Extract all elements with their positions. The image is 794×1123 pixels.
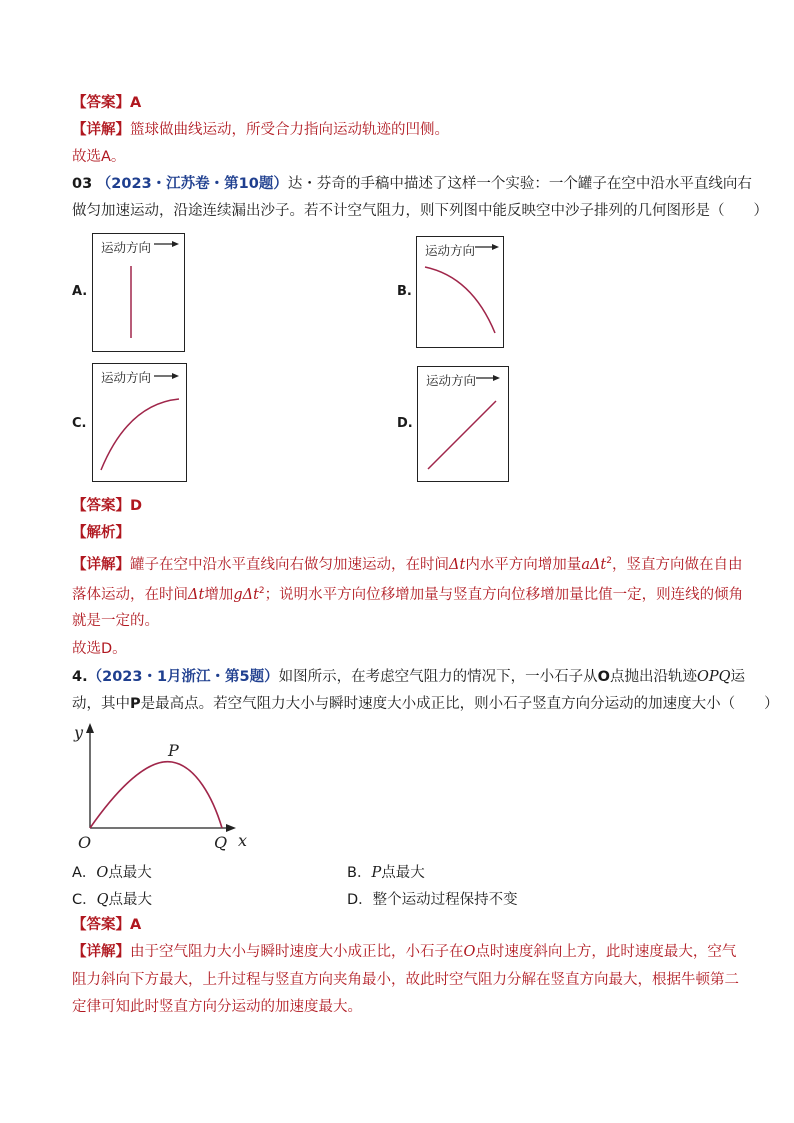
choice-a[interactable]: A．O点最大	[72, 865, 152, 881]
exponent: 2	[258, 586, 265, 596]
origin-label: O	[78, 833, 92, 852]
symbol-dt: Δt	[188, 586, 205, 603]
q3-stem-line1	[72, 174, 752, 194]
symbol-dt: Δt	[449, 556, 466, 573]
option-a-label: A.	[72, 284, 88, 299]
trajectory-graph	[68, 718, 258, 853]
detail-text: 增加	[204, 586, 234, 603]
option-c-figure	[92, 363, 187, 482]
option-a-figure	[92, 233, 185, 352]
answer-tag: 【答案】	[72, 95, 130, 111]
question-source: （2023・江苏卷・第10题）	[96, 176, 288, 192]
detail-text: 落体运动，在时间	[72, 586, 188, 603]
answer-value: D	[130, 498, 143, 514]
stem-text: 运	[730, 669, 746, 685]
arrow-icon	[493, 375, 500, 381]
motion-direction-label: 运动方向	[101, 240, 152, 255]
point-p: P	[130, 696, 141, 712]
symbol-a-dt: aΔt	[581, 556, 607, 573]
q3-detail-line2	[72, 581, 743, 605]
q4-detail-line3: 定律可知此时竖直方向分运动的加速度最大。	[72, 999, 362, 1015]
end-label: Q	[214, 833, 228, 852]
sand-trajectory	[101, 399, 179, 470]
arrow-icon	[172, 241, 179, 247]
y-axis-label: y	[74, 723, 84, 742]
question-number: 03	[72, 176, 93, 192]
stem-text: 如图所示，在考虑空气阻力的情况下，一小石子从	[278, 669, 598, 685]
detail-tag: 【详解】	[72, 944, 130, 960]
option-b-figure	[416, 236, 504, 348]
detail-text: 由于空气阻力大小与瞬时速度大小成正比，小石子在	[130, 944, 464, 960]
answer-tag: 【答案】	[72, 917, 130, 933]
detail-tag: 【详解】	[72, 122, 130, 138]
q4-stem-line1	[72, 667, 745, 687]
option-d-figure	[417, 366, 509, 482]
choice-d[interactable]: D．整个运动过程保持不变	[347, 892, 518, 908]
detail-text: ，竖直方向做在自由	[612, 556, 743, 573]
q4-detail-line2: 阻力斜向下方最大，上升过程与竖直方向夹角最小，故此时空气阻力分解在竖直方向最大，根据牛顿第二	[72, 972, 739, 988]
exponent: 2	[606, 556, 612, 566]
q2-conclusion: 故选A。	[72, 149, 126, 165]
peak-label: P	[168, 741, 179, 760]
y-axis-arrow-icon	[86, 723, 94, 733]
q3-detail-line3: 就是一定的。	[72, 613, 159, 629]
motion-direction-label: 运动方向	[101, 370, 152, 385]
motion-direction-label: 运动方向	[425, 243, 476, 258]
sand-trajectory	[428, 401, 496, 469]
stem-text: 动，其中	[72, 696, 130, 712]
stem-text: 是最高点。若空气阻力大小与瞬时速度大小成正比，则小石子竖直方向分运动的加速度大小（ ）	[140, 696, 779, 712]
option-c-label: C.	[72, 416, 87, 431]
detail-text: 罐子在空中沿水平直线向右做匀加速运动，在时间	[130, 556, 449, 573]
answer-tag: 【答案】	[72, 498, 130, 514]
detail-text: 点时速度斜向上方，此时速度最大，空气	[475, 944, 737, 960]
q3-conclusion: 故选D。	[72, 641, 127, 657]
q4-answer	[72, 915, 141, 935]
q3-answer	[72, 496, 142, 516]
point-o: O	[597, 669, 610, 685]
answer-value: A	[130, 917, 142, 933]
q3-stem-line2: 做匀加速运动，沿途连续漏出沙子。若不计空气阻力，则下列图中能反映空中沙子排列的几何图形是（ ）	[72, 203, 768, 219]
point-o: O	[463, 944, 476, 960]
stone-trajectory	[90, 762, 222, 828]
arrow-icon	[172, 373, 179, 379]
sand-trajectory	[425, 267, 495, 333]
q4-stem-line2	[72, 694, 779, 714]
x-axis-label: x	[238, 831, 248, 850]
path-opq: OPQ	[696, 669, 731, 685]
q3-detail-line1	[72, 551, 743, 575]
detail-text: ；说明水平方向位移增加量与竖直方向位移增加量比值一定，则连线的倾角	[264, 586, 744, 603]
q4-detail-line1	[72, 942, 736, 962]
stem-text: 达・芬奇的手稿中描述了这样一个实验：一个罐子在空中沿水平直线向右	[287, 176, 752, 192]
q2-answer	[72, 93, 141, 113]
detail-text: 篮球做曲线运动，所受合力指向运动轨迹的凹侧。	[130, 122, 449, 138]
x-axis-arrow-icon	[226, 824, 236, 832]
q3-analysis-tag: 【解析】	[72, 525, 130, 541]
question-number: 4.	[72, 669, 88, 685]
question-source: （2023・1月浙江・第5题）	[87, 669, 279, 685]
choice-b[interactable]: B．P点最大	[347, 865, 425, 881]
detail-text: 内水平方向增加量	[465, 556, 582, 573]
motion-direction-label: 运动方向	[426, 373, 477, 388]
option-d-label: D.	[397, 416, 413, 431]
stem-text: 点抛出沿轨迹	[609, 669, 697, 685]
q2-detail	[72, 120, 449, 140]
option-b-label: B.	[397, 284, 412, 299]
choice-c[interactable]: C．Q点最大	[72, 892, 153, 908]
detail-tag: 【详解】	[72, 556, 130, 573]
answer-value: A	[130, 95, 142, 111]
arrow-icon	[492, 244, 499, 250]
symbol-g-dt: gΔt	[233, 586, 259, 603]
